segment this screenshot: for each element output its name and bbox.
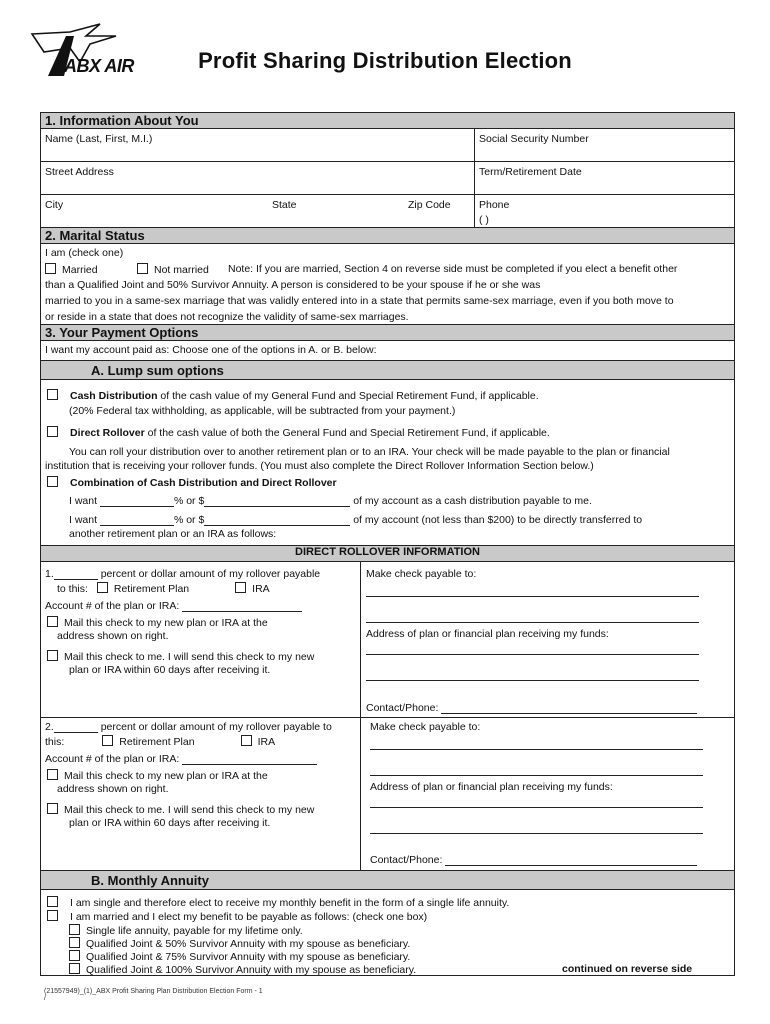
annuity-option-4-checkbox[interactable] — [69, 963, 80, 974]
rollover-2-make-check-field[interactable] — [370, 749, 703, 750]
rollover-1-mail-me-cont: plan or IRA within 60 days after receiving it. — [69, 664, 271, 676]
abx-air-logo — [30, 22, 142, 80]
rollover-1-retirement-plan-label: Retirement Plan — [113, 583, 190, 595]
married-elect-option[interactable] — [47, 910, 427, 923]
annuity-option-3[interactable] — [69, 950, 410, 963]
rollover-2-address-field[interactable] — [370, 807, 703, 808]
want-rollover-line — [69, 514, 642, 526]
rollover-2-mail-me-option[interactable] — [47, 803, 314, 816]
annuity-option-2-checkbox[interactable] — [69, 937, 80, 948]
marital-note-3: married to you in a same-sex marriage that was validly entered into in a state that permits same-sex marriage, even if you both move to — [45, 295, 674, 307]
want-cash-dollar-label: % or $ — [173, 495, 205, 507]
row-address — [41, 162, 734, 195]
cash-distribution-title: Cash Distribution — [70, 390, 158, 402]
rollover-2-mail-new-cont: address shown on right. — [57, 783, 169, 795]
rollover-1-to-this: to this: — [57, 583, 88, 595]
rollover-2-mail-me-text: Mail this check to me. I will send this check to my new — [64, 804, 315, 816]
rollover-2-address-field-2[interactable] — [370, 833, 703, 834]
rollover-2-amount-text: percent or dollar amount of my rollover payable to — [100, 721, 332, 733]
rollover-2-make-check-field-2[interactable] — [370, 775, 703, 776]
rollover-1-amount-line — [45, 568, 320, 580]
rollover-1-address-field[interactable] — [366, 654, 699, 655]
rollover-1-ira-label: IRA — [252, 583, 270, 595]
section-2-header: 2. Marital Status — [41, 227, 734, 244]
page-title: Profit Sharing Distribution Election — [198, 48, 572, 73]
annuity-option-1[interactable] — [69, 924, 303, 937]
footer-slash: / — [44, 995, 46, 1002]
rollover-1-number: 1. — [45, 568, 54, 580]
term-label: Term/Retirement Date — [479, 166, 582, 178]
not-married-label: Not married — [154, 264, 209, 276]
cash-withholding-note: (20% Federal tax withholding, as applicable, will be subtracted from your payment.) — [69, 405, 456, 417]
payment-intro: I want my account paid as: Choose one of the options in A. or B. below: — [45, 344, 377, 356]
check-one-label: I am (check one) — [45, 247, 124, 259]
direct-rollover-title: Direct Rollover — [70, 427, 145, 439]
rollover-1-amount-field[interactable] — [54, 579, 98, 580]
rollover-1-make-check-field-2[interactable] — [366, 622, 699, 623]
married-label: Married — [62, 264, 98, 276]
rollover-2-amount-field[interactable] — [54, 732, 98, 733]
cash-distribution-text: of the cash value of my General Fund and Special Retirement Fund, if applicable. — [157, 390, 539, 402]
rollover-2-mail-me-checkbox[interactable] — [47, 803, 58, 814]
rollover-2-this: this: — [45, 736, 65, 748]
combination-title: Combination of Cash Distribution and Direct Rollover — [70, 477, 337, 489]
want-cash-label: I want — [69, 495, 98, 507]
want-rollover-cont: another retirement plan or an IRA as follows: — [69, 528, 277, 540]
rollover-2-retirement-plan-checkbox[interactable] — [102, 735, 113, 746]
name-label: Name (Last, First, M.I.) — [45, 133, 153, 145]
combination-option[interactable] — [47, 476, 337, 489]
want-rollover-label: I want — [69, 514, 98, 526]
rollover-2-make-check-label: Make check payable to: — [370, 721, 481, 733]
annuity-option-3-text: Qualified Joint & 75% Survivor Annuity with my spouse as beneficiary. — [86, 951, 411, 963]
marital-note-4: or reside in a state that does not recognize the validity of same-sex marriages. — [45, 311, 409, 323]
rollover-2-contact-field[interactable] — [445, 865, 697, 866]
phone-paren: ( ) — [479, 214, 489, 226]
row-city — [41, 195, 734, 228]
married-elect-text: I am married and I elect my benefit to be payable as follows: (check one box) — [70, 911, 428, 923]
footer — [44, 988, 263, 1002]
rollover-1-amount-text: percent or dollar amount of my rollover payable — [100, 568, 321, 580]
rollover-2-retirement-plan-label: Retirement Plan — [119, 736, 195, 748]
cash-distribution-checkbox[interactable] — [47, 389, 58, 400]
rollover-1-address-field-2[interactable] — [366, 680, 699, 681]
ssn-label: Social Security Number — [479, 133, 589, 145]
want-rollover-dollar-label: % or $ — [173, 514, 205, 526]
phone-label: Phone — [479, 199, 510, 211]
annuity-option-2-text: Qualified Joint & 50% Survivor Annuity with my spouse as beneficiary. — [86, 938, 411, 950]
rollover-1-contact-line — [366, 702, 697, 714]
want-rollover-text: of my account (not less than $200) to be directly transferred to — [353, 514, 643, 526]
section-3-header: 3. Your Payment Options — [41, 324, 734, 341]
street-label: Street Address — [45, 166, 114, 178]
direct-rollover-checkbox[interactable] — [47, 426, 58, 437]
want-rollover-percent-field[interactable] — [100, 525, 174, 526]
not-married-option[interactable] — [137, 263, 209, 276]
want-cash-line — [69, 495, 592, 507]
state-label: State — [272, 199, 297, 211]
single-annuity-option[interactable] — [47, 896, 509, 909]
rollover-2-contact-label: Contact/Phone: — [370, 854, 443, 866]
rollover-1-contact-label: Contact/Phone: — [366, 702, 439, 714]
rollover-2-type-line — [45, 735, 275, 748]
cash-distribution-option[interactable] — [47, 389, 539, 402]
rollover-1-retirement-plan-checkbox[interactable] — [97, 582, 108, 593]
single-annuity-checkbox[interactable] — [47, 896, 58, 907]
row-name — [41, 129, 734, 162]
rollover-1-contact-field[interactable] — [441, 713, 697, 714]
rollover-1-make-check-field[interactable] — [366, 596, 699, 597]
rollover-2-account-field[interactable] — [182, 764, 317, 765]
section-1-header: 1. Information About You — [41, 112, 734, 129]
want-cash-dollar-field[interactable] — [204, 506, 350, 507]
rollover-2-mail-new-option[interactable] — [47, 769, 268, 782]
married-checkbox[interactable] — [45, 263, 56, 274]
combination-checkbox[interactable] — [47, 476, 58, 487]
rollover-2-mail-me-cont: plan or IRA within 60 days after receiving it. — [69, 817, 271, 829]
want-cash-text: of my account as a cash distribution payable to me. — [353, 495, 592, 507]
rollover-2-mail-new-checkbox[interactable] — [47, 769, 58, 780]
zip-label: Zip Code — [408, 199, 451, 211]
rollover-2-ira-checkbox[interactable] — [241, 735, 252, 746]
annuity-option-4[interactable] — [69, 963, 416, 976]
rollover-2-number: 2. — [45, 721, 54, 733]
marital-note-1: Note: If you are married, Section 4 on reverse side must be completed if you elect a benefit other — [228, 263, 678, 275]
annuity-option-2[interactable] — [69, 937, 410, 950]
rollover-2-address-label: Address of plan or financial plan receiving my funds: — [370, 781, 613, 793]
rollover-1-ira-checkbox[interactable] — [235, 582, 246, 593]
rollover-2-mail-new-text: Mail this check to my new plan or IRA at the — [64, 770, 268, 782]
rollover-1-mail-new-cont: address shown on right. — [57, 630, 169, 642]
rollover-2-account-label: Account # of the plan or IRA: — [45, 753, 180, 765]
direct-rollover-text: of the cash value of both the General Fund and Special Retirement Fund, if applicable. — [144, 427, 550, 439]
rollover-2-amount-line — [45, 721, 332, 733]
want-cash-percent-field[interactable] — [100, 506, 174, 507]
rollover-1-mail-new-option[interactable] — [47, 616, 268, 629]
monthly-annuity-header: B. Monthly Annuity — [41, 870, 734, 890]
rollover-2-ira-label: IRA — [257, 736, 276, 748]
rollover-2-contact-line — [370, 854, 697, 866]
rollover-1-mail-me-checkbox[interactable] — [47, 650, 58, 661]
single-annuity-text: I am single and therefore elect to receive my monthly benefit in the form of a single life annuity. — [70, 897, 510, 909]
rollover-1-mail-new-checkbox[interactable] — [47, 616, 58, 627]
rollover-1-mail-me-text: Mail this check to me. I will send this check to my new — [64, 651, 315, 663]
rollover-note-1: You can roll your distribution over to another retirement plan or to an IRA. Your check will be made payable to the plan or financial — [69, 446, 670, 458]
logo-text: ABX AIR — [64, 56, 134, 76]
direct-rollover-info-header: DIRECT ROLLOVER INFORMATION — [41, 545, 734, 562]
rollover-2-account-line — [45, 753, 317, 765]
continued-note: continued on reverse side — [562, 963, 693, 975]
want-rollover-dollar-field[interactable] — [204, 525, 350, 526]
rollover-1-make-check-label: Make check payable to: — [366, 568, 477, 580]
marital-note-2: than a Qualified Joint and 50% Survivor Annuity. A person is considered to be your spouse if he or she was — [45, 279, 541, 291]
annuity-option-4-text: Qualified Joint & 100% Survivor Annuity with my spouse as beneficiary. — [86, 964, 417, 976]
election-form — [40, 112, 735, 976]
footer-doc-id: (21557949)_(1)_ABX Profit Sharing Plan Distribution Election Form - 1 — [44, 988, 263, 995]
rollover-1-mail-new-text: Mail this check to my new plan or IRA at the — [64, 617, 268, 629]
rollover-1-type-line — [57, 582, 270, 595]
annuity-option-3-checkbox[interactable] — [69, 950, 80, 961]
rollover-1-mail-me-option[interactable] — [47, 650, 314, 663]
direct-rollover-option[interactable] — [47, 426, 550, 439]
city-label: City — [45, 199, 64, 211]
rollover-1-account-label: Account # of the plan or IRA: — [45, 600, 180, 612]
married-elect-checkbox[interactable] — [47, 910, 58, 921]
rollover-1-address-label: Address of plan or financial plan receiving my funds: — [366, 628, 609, 640]
not-married-checkbox[interactable] — [137, 263, 148, 274]
rollover-note-2: institution that is receiving your rollover funds. (You must also complete the Direct Rollover Information Section below.) — [45, 460, 594, 472]
rollover-1-account-field[interactable] — [182, 611, 302, 612]
annuity-option-1-checkbox[interactable] — [69, 924, 80, 935]
annuity-option-1-text: Single life annuity, payable for my lifetime only. — [86, 925, 303, 937]
married-option[interactable] — [45, 263, 98, 276]
rollover-1-account-line — [45, 600, 302, 612]
lump-sum-header: A. Lump sum options — [41, 360, 734, 380]
